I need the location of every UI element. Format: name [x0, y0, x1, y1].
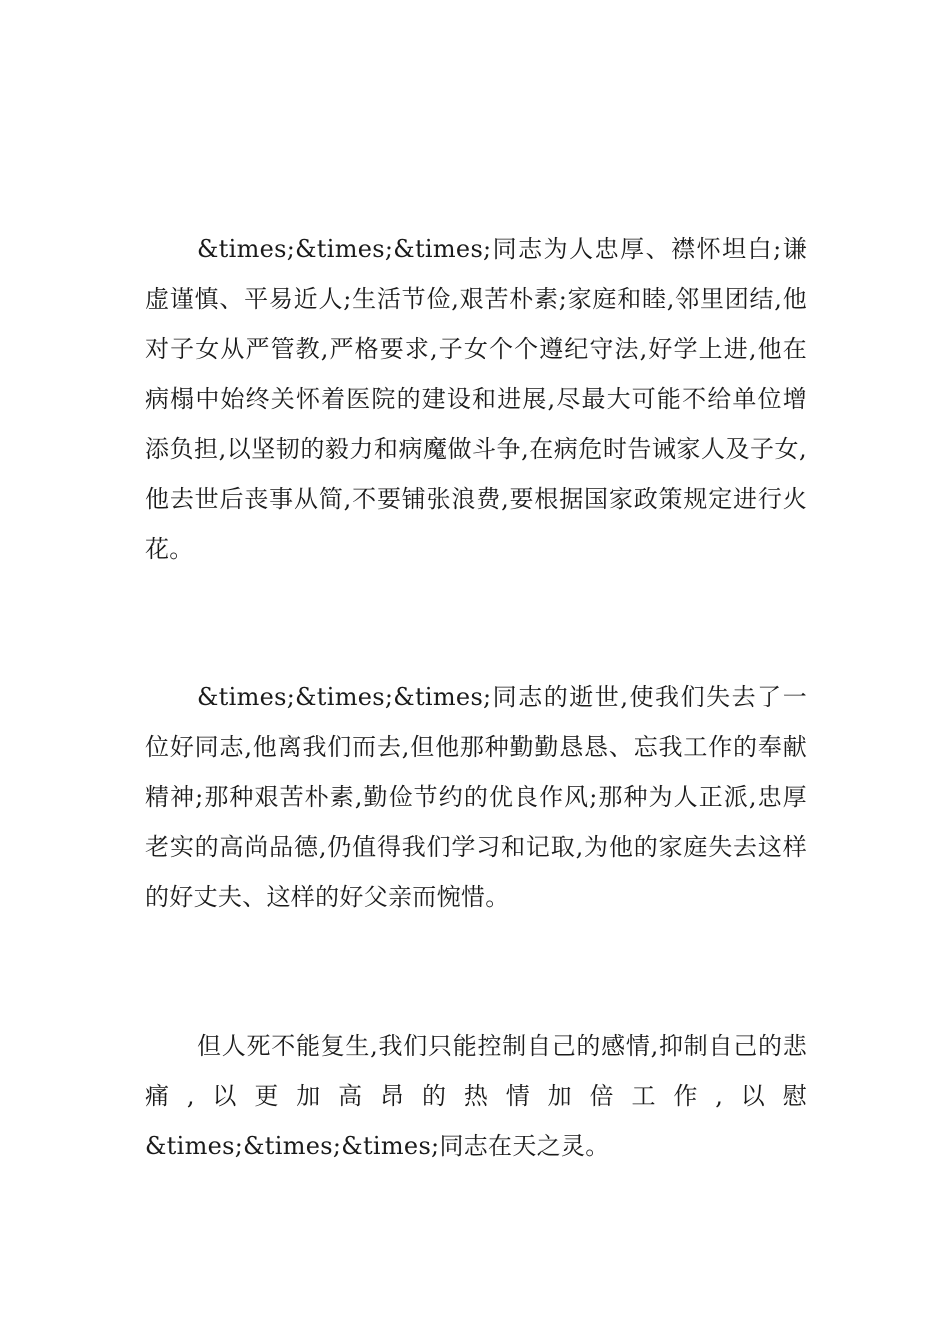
- paragraph-loss: &times;&times;&times;同志的逝世,使我们失去了一位好同志,他离我们而去,但他那种勤勤恳恳、忘我工作的奉献精神;那种艰苦朴素,勤俭节约的优良作风;那种为人正派,忠厚老实的高尚品德,仍值得我们学习和记取,为他的家庭失去这样的好丈夫、这样的好父亲而惋惜。: [145, 683, 807, 911]
- paragraph-character: &times;&times;&times;同志为人忠厚、襟怀坦白;谦虚谨慎、平易近人;生活节俭,艰苦朴素;家庭和睦,邻里团结,他对子女从严管教,严格要求,子女个个遵纪守法,好学上进,他在病榻中始终关怀着医院的建设和进展,尽最大可能不给单位增添负担,以坚韧的毅力和病魔做斗争,在病危时告诫家人及子女,他去世后丧事从简,不要铺张浪费,要根据国家政策规定进行火花。: [145, 235, 807, 563]
- paragraph-closing: 但人死不能复生,我们只能控制自己的感情,抑制自己的悲痛,以更加高昂的热情加倍工作,以慰&times;&times;&times;同志在天之灵。: [145, 1032, 807, 1160]
